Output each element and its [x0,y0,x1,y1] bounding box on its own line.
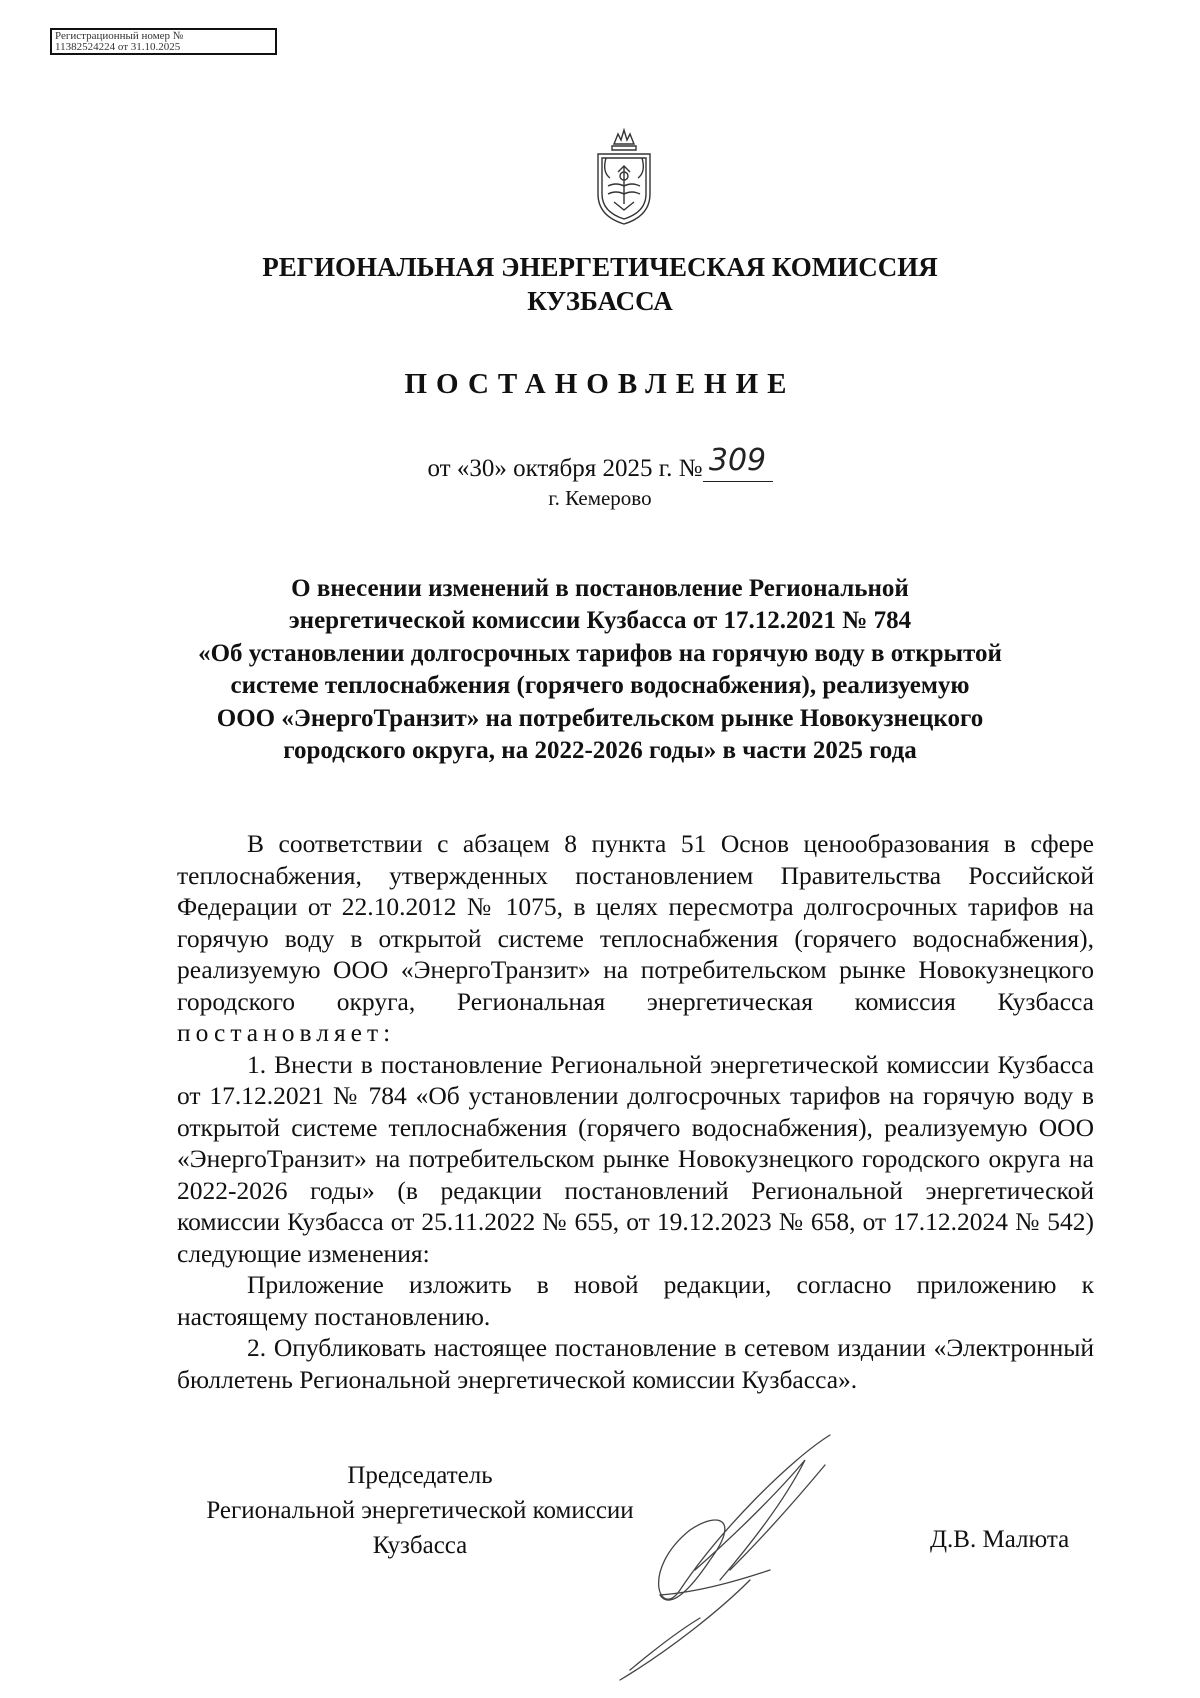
organization-name [0,250,1200,318]
preamble-paragraph [177,828,1094,1049]
preamble-text: В соответствии с абзацем 8 пункта 51 Основ ценообразования в сфере теплоснабжения, утвержденных постановлением Правительства Российской Федерации от 22.10.2012 № 1075, в целях пересмотра долгосрочных тарифов на горячую воду в открытой системе теплоснабжения (горячего водоснабжения), реализуемую ООО «ЭнергоТранзит» на потребительском рынке Новокузнецкого городского округа, Региональная энергетическая комиссия Кузбасса [177,829,1094,1016]
date-line [0,443,1200,484]
subject-line: ООО «ЭнергоТранзит» на потребительском рынке Новокузнецкого [216,704,984,732]
registration-stamp [50,28,277,55]
signatory-title [180,1458,660,1563]
subject-line: «Об установлении долгосрочных тарифов на горячую воду в открытой [198,639,1002,667]
org-line-1: РЕГИОНАЛЬНАЯ ЭНЕРГЕТИЧЕСКАЯ КОМИССИЯ [262,252,938,282]
document-number: 309 [708,443,767,478]
subject-line: системе теплоснабжения (горячего водоснабжения), реализуемую [230,672,970,700]
document-date: от «30» октября 2025 г. № [427,455,703,482]
org-line-2: КУЗБАССА [527,286,673,316]
subject-line: энергетической комиссии Кузбасса от 17.12.2021 № 784 [288,607,912,635]
handwritten-signature-icon [600,1420,940,1690]
document-body [177,828,1094,1395]
signatory-title-line-3: Кузбасса [372,1532,468,1559]
subject-line: О внесении изменений в постановление Региональной [291,575,909,602]
city: г. Кемерово [548,486,652,510]
item-2-paragraph: 2. Опубликовать настоящее постановление в сетевом издании «Электронный бюллетень Региональной энергетической комиссии Кузбасса». [177,1333,1094,1394]
stamp-line-2: 11382524224 от 31.10.2025 [55,41,181,53]
stamp-line-1: Регистрационный номер № [55,30,184,42]
item-1-paragraph: 1. Внести в постановление Региональной энергетической комиссии Кузбасса от 17.12.2021 № 784 «Об установлении долгосрочных тарифов на горячую воду в открытой системе теплоснабжения (горячего водоснабжения), реализуемую ООО «ЭнергоТранзит» на потребительском рынке Новокузнецкого городского округа на 2022-2026 годы» (в редакции постановлений Региональной энергетической комиссии Кузбасса от 25.11.2022 № 655, от 19.12.2023 № 658, от 17.12.2024 № 542) следующие изменения: [177,1049,1094,1268]
decree-word: постановляет: [177,1018,396,1047]
document-number-field [703,443,773,484]
signatory-title-line-1: Председатель [347,1462,493,1489]
coat-of-arms-icon [588,124,660,228]
subject-line: городского округа, на 2022-2026 годы» в части 2025 года [283,737,917,765]
signatory-name: Д.В. Малюта [930,1526,1070,1553]
document-subject [170,573,1030,767]
item-1-change-paragraph: Приложение изложить в новой редакции, согласно приложению к настоящему постановлению. [177,1270,1094,1331]
signatory-title-line-2: Региональной энергетической комиссии [206,1497,634,1524]
document-type: ПОСТАНОВЛЕНИЕ [404,368,796,400]
